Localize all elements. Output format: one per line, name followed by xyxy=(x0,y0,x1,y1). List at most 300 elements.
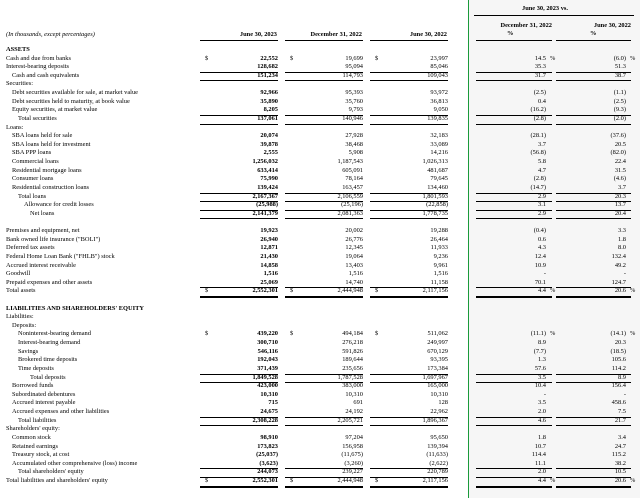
amount-cell: 137,061 xyxy=(257,114,278,122)
row-label: Total deposits xyxy=(30,373,66,381)
amount-cell: 139,424 xyxy=(257,183,278,191)
amount-cell: 36,813 xyxy=(430,97,448,105)
amount-cell: (25,037) xyxy=(256,451,278,459)
amount-cell: 1,787,528 xyxy=(337,373,363,381)
amount-cell: (2,622) xyxy=(429,459,448,467)
change-cell: 3.4 xyxy=(618,433,626,441)
dollar-sign: $ xyxy=(375,54,379,62)
amount-cell: (11,675) xyxy=(341,451,363,459)
amount-cell: 114,793 xyxy=(342,71,363,79)
amount-cell: 235,656 xyxy=(342,364,363,372)
change-cell: 8.9 xyxy=(618,373,626,381)
amount-cell: 1,801,593 xyxy=(422,192,448,200)
change-cell: 10.7 xyxy=(534,442,546,450)
col-header-june-2022: June 30, 2022 xyxy=(409,31,447,38)
amount-cell: 93,395 xyxy=(430,356,448,364)
double-rule xyxy=(200,487,278,488)
amount-cell: 22,962 xyxy=(430,408,448,416)
subtotal-rule xyxy=(476,124,552,125)
change-cell: (6.0) xyxy=(613,54,626,62)
row-label: Loans: xyxy=(6,123,24,131)
change-cell: 20.5 xyxy=(614,140,626,148)
percent-sign: % xyxy=(630,54,636,62)
row-label: Treasury stock, at cost xyxy=(12,451,70,459)
chg-unit-june-2022: % xyxy=(590,30,597,37)
chg-unit-dec-2022: % xyxy=(507,30,514,37)
amount-cell: 22,552 xyxy=(260,54,278,62)
row-label: Commercial loans xyxy=(12,158,59,166)
change-cell: 8.0 xyxy=(618,244,626,252)
change-cell: (14.1) xyxy=(610,330,626,338)
change-cell: 49.2 xyxy=(614,261,626,269)
col-header-dec-2022: December 31, 2022 xyxy=(310,31,362,38)
amount-cell: 633,414 xyxy=(257,166,278,174)
amount-cell: 220,789 xyxy=(427,468,448,476)
row-label: Savings xyxy=(18,347,39,355)
row-label: SBA PPP loans xyxy=(12,149,52,157)
change-cell: 7.5 xyxy=(618,408,626,416)
amount-cell: 165,000 xyxy=(427,382,448,390)
change-cell: 10.4 xyxy=(534,382,546,390)
double-rule xyxy=(556,487,631,488)
double-rule xyxy=(556,297,631,298)
change-cell: 13.7 xyxy=(614,201,626,209)
change-cell: 4.6 xyxy=(538,416,546,424)
change-cell: 12.4 xyxy=(534,252,546,260)
row-label: Liabilities: xyxy=(6,313,34,321)
change-cell: 3.1 xyxy=(538,201,546,209)
amount-cell: 19,699 xyxy=(345,54,363,62)
change-cell: 2.9 xyxy=(538,209,546,217)
amount-cell: 2,444,948 xyxy=(337,287,363,295)
row-label: Accrued interest receivable xyxy=(6,261,76,269)
change-cell: 458.6 xyxy=(611,399,626,407)
change-cell: 35.3 xyxy=(534,63,546,71)
row-label: Total liabilities and shareholders' equity xyxy=(6,477,108,484)
row-label: ASSETS xyxy=(6,46,30,53)
change-cell: 4.4 xyxy=(538,287,546,295)
change-cell: 2.9 xyxy=(538,192,546,200)
group-title-rule xyxy=(474,15,634,16)
amount-cell: 1,778,735 xyxy=(422,209,448,217)
amount-cell: 9,050 xyxy=(433,106,448,114)
row-label: Residential mortgage loans xyxy=(12,166,82,174)
double-rule xyxy=(285,487,363,488)
amount-cell: 25,069 xyxy=(260,278,278,286)
row-label: Total shareholders' equity xyxy=(18,468,84,476)
row-label: Brokered time deposits xyxy=(18,356,78,364)
header-rule xyxy=(370,40,448,41)
change-cell: 3.7 xyxy=(618,183,626,191)
row-label: Equity securities, at market value xyxy=(12,106,98,114)
change-cell: 4.7 xyxy=(538,166,546,174)
amount-cell: 32,183 xyxy=(430,132,448,140)
dollar-sign: $ xyxy=(205,477,209,484)
subtotal-rule xyxy=(285,218,363,219)
change-cell: (4.6) xyxy=(613,175,626,183)
amount-cell: 1,896,367 xyxy=(422,416,448,424)
amount-cell: 12,345 xyxy=(345,244,363,252)
percent-sign: % xyxy=(550,287,556,295)
amount-cell: 128,682 xyxy=(257,63,278,71)
row-label: Deferred tax assets xyxy=(6,244,55,252)
amount-cell: 2,081,363 xyxy=(337,209,363,217)
amount-cell: 85,046 xyxy=(430,63,448,71)
amount-cell: 173,384 xyxy=(427,364,448,372)
row-label: Interest-bearing demand xyxy=(18,339,81,347)
amount-cell: 1,187,543 xyxy=(337,158,363,166)
change-cell: 0.6 xyxy=(538,235,546,243)
amount-cell: 691 xyxy=(353,399,363,407)
subtotal-rule xyxy=(476,80,552,81)
row-label: Debt securities available for sale, at market value xyxy=(12,89,138,97)
amount-cell: 95,094 xyxy=(345,63,363,71)
amount-cell: 715 xyxy=(268,399,278,407)
change-cell: 114.2 xyxy=(611,364,626,372)
double-rule xyxy=(370,487,448,488)
double-rule xyxy=(200,297,278,298)
double-rule xyxy=(476,487,552,488)
amount-cell: 481,687 xyxy=(427,166,448,174)
change-cell: 1.8 xyxy=(618,235,626,243)
double-rule xyxy=(370,297,448,298)
amount-cell: 189,644 xyxy=(342,356,363,364)
amount-cell: 546,116 xyxy=(257,347,278,355)
amount-cell: 173,823 xyxy=(257,442,278,450)
change-cell: 38.7 xyxy=(614,71,626,79)
row-label: Retained earnings xyxy=(12,442,58,450)
row-label: Residential construction loans xyxy=(12,183,90,191)
subtotal-rule xyxy=(476,218,552,219)
amount-cell: 423,000 xyxy=(257,382,278,390)
change-cell: 132.4 xyxy=(611,252,626,260)
amount-cell: 2,167,367 xyxy=(252,192,278,200)
change-cell: (2.8) xyxy=(533,175,546,183)
amount-cell: 24,675 xyxy=(260,408,278,416)
double-rule xyxy=(285,297,363,298)
amount-cell: 1,849,528 xyxy=(252,373,278,381)
amount-cell: 20,074 xyxy=(260,132,278,140)
amount-cell: 239,227 xyxy=(342,468,363,476)
change-cell: 20.6 xyxy=(614,287,626,295)
change-cell: 1.8 xyxy=(538,433,546,441)
amount-cell: (25,988) xyxy=(256,201,278,209)
amount-cell: 23,997 xyxy=(430,54,448,62)
change-cell: 114.4 xyxy=(531,451,546,459)
comparison-group-title: June 30, 2023 vs. xyxy=(522,5,568,12)
amount-cell: 19,288 xyxy=(430,227,448,235)
change-cell: (37.6) xyxy=(610,132,626,140)
amount-cell: (25,196) xyxy=(341,201,363,209)
change-cell: (2.5) xyxy=(533,89,546,97)
dollar-sign: $ xyxy=(375,287,379,295)
change-cell: 4.4 xyxy=(538,477,546,484)
amount-cell: 13,403 xyxy=(345,261,363,269)
change-cell: 70.1 xyxy=(534,278,546,286)
subtotal-rule xyxy=(370,218,448,219)
change-cell: 20.3 xyxy=(614,339,626,347)
dollar-sign: $ xyxy=(375,477,379,484)
header-rule xyxy=(556,40,631,41)
amount-cell: 14,740 xyxy=(345,278,363,286)
change-cell: 5.8 xyxy=(538,158,546,166)
amount-cell: 244,073 xyxy=(257,468,278,476)
amount-cell: 11,933 xyxy=(430,244,448,252)
amount-cell: 19,064 xyxy=(345,252,363,260)
amount-cell: 20,002 xyxy=(345,227,363,235)
units-note: (In thousands, except percentages) xyxy=(6,31,95,38)
row-label: Accrued expenses and other liabilities xyxy=(12,408,110,416)
header-rule xyxy=(200,40,278,41)
amount-cell: 8,205 xyxy=(263,106,278,114)
row-label: SBA loans held for sale xyxy=(12,132,73,140)
dollar-sign: $ xyxy=(205,54,209,62)
amount-cell: 109,043 xyxy=(427,71,448,79)
amount-cell: 605,091 xyxy=(342,166,363,174)
percent-sign: % xyxy=(630,330,636,338)
row-label: Securities: xyxy=(6,80,33,88)
change-cell: 2.0 xyxy=(538,468,546,476)
subtotal-rule xyxy=(200,425,278,426)
dollar-sign: $ xyxy=(290,54,294,62)
amount-cell: 10,310 xyxy=(260,390,278,398)
row-label: Cash and due from banks xyxy=(6,54,71,62)
amount-cell: 95,650 xyxy=(430,433,448,441)
row-label: Borrowed funds xyxy=(12,382,54,390)
change-cell: (7.7) xyxy=(533,347,546,355)
change-cell: (56.8) xyxy=(530,149,546,157)
row-label: Noninterest-bearing demand xyxy=(18,330,91,338)
amount-cell: 9,793 xyxy=(348,106,363,114)
subtotal-rule xyxy=(556,425,631,426)
change-cell: 10.9 xyxy=(534,261,546,269)
amount-cell: 11,158 xyxy=(430,278,448,286)
amount-cell: 2,106,559 xyxy=(337,192,363,200)
change-cell: 3.5 xyxy=(538,399,546,407)
chg-header-june-2022: June 30, 2022 xyxy=(593,22,631,29)
row-label: Subordinated debentures xyxy=(12,390,76,398)
amount-cell: 19,923 xyxy=(260,227,278,235)
subtotal-rule xyxy=(370,425,448,426)
change-cell: (82.0) xyxy=(610,149,626,157)
row-label: Prepaid expenses and other assets xyxy=(6,278,93,286)
change-cell: 115.2 xyxy=(611,451,626,459)
row-label: Debt securities held to maturity, at book value xyxy=(12,97,130,105)
row-label: Cash and cash equivalents xyxy=(12,71,80,79)
dollar-sign: $ xyxy=(290,330,294,338)
subtotal-rule xyxy=(200,124,278,125)
amount-cell: 1,697,967 xyxy=(422,373,448,381)
amount-cell: 97,204 xyxy=(345,433,363,441)
header-rule xyxy=(285,40,363,41)
row-label: Accrued interest payable xyxy=(12,399,76,407)
amount-cell: 38,468 xyxy=(345,140,363,148)
row-label: Allowance for credit losses xyxy=(24,201,94,209)
subtotal-rule xyxy=(556,124,631,125)
change-cell: 4.3 xyxy=(538,244,546,252)
subtotal-rule xyxy=(200,218,278,219)
amount-cell: 95,393 xyxy=(345,89,363,97)
amount-cell: (3,260) xyxy=(344,459,363,467)
row-label: Goodwill xyxy=(6,270,31,278)
amount-cell: 35,760 xyxy=(345,97,363,105)
amount-cell: 151,234 xyxy=(257,71,278,79)
change-cell: 38.2 xyxy=(614,459,626,467)
amount-cell: 14,216 xyxy=(430,149,448,157)
amount-cell: 9,961 xyxy=(433,261,448,269)
change-cell: 11.1 xyxy=(535,459,546,467)
change-cell: (16.2) xyxy=(530,106,546,114)
amount-cell: 2,444,948 xyxy=(337,477,363,484)
amount-cell: 1,026,313 xyxy=(422,158,448,166)
amount-cell: 140,946 xyxy=(342,114,363,122)
amount-cell: 128 xyxy=(438,399,448,407)
row-label: Shareholders' equity: xyxy=(6,425,60,433)
change-cell: 20.4 xyxy=(614,209,626,217)
amount-cell: 276,218 xyxy=(342,339,363,347)
amount-cell: 10,310 xyxy=(430,390,448,398)
subtotal-rule xyxy=(285,425,363,426)
amount-cell: 156,958 xyxy=(342,442,363,450)
amount-cell: 1,256,032 xyxy=(252,158,278,166)
amount-cell: 1,516 xyxy=(433,270,448,278)
amount-cell: 139,835 xyxy=(427,114,448,122)
subtotal-rule xyxy=(476,425,552,426)
amount-cell: 494,184 xyxy=(342,330,363,338)
dollar-sign: $ xyxy=(205,330,209,338)
amount-cell: 1,516 xyxy=(348,270,363,278)
dollar-sign: $ xyxy=(290,477,294,484)
amount-cell: 26,464 xyxy=(430,235,448,243)
row-label: Total loans xyxy=(18,192,47,200)
amount-cell: 26,940 xyxy=(260,235,278,243)
amount-cell: 2,117,156 xyxy=(422,477,448,484)
amount-cell: 78,164 xyxy=(345,175,363,183)
amount-cell: 163,457 xyxy=(342,183,363,191)
change-cell: 1.3 xyxy=(538,356,546,364)
percent-sign: % xyxy=(630,287,636,295)
percent-sign: % xyxy=(550,54,556,62)
amount-cell: 300,710 xyxy=(257,339,278,347)
change-cell: 156.4 xyxy=(611,382,626,390)
change-cell: 14.5 xyxy=(534,54,546,62)
amount-cell: 2,552,301 xyxy=(252,287,278,295)
amount-cell: 24,192 xyxy=(345,408,363,416)
amount-cell: 79,645 xyxy=(430,175,448,183)
amount-cell: 511,062 xyxy=(427,330,448,338)
dollar-sign: $ xyxy=(205,287,209,295)
subtotal-rule xyxy=(285,124,363,125)
amount-cell: 192,043 xyxy=(257,356,278,364)
row-label: Consumer loans xyxy=(12,175,54,183)
percent-sign: % xyxy=(550,477,556,484)
change-cell: 10.5 xyxy=(614,468,626,476)
subtotal-rule xyxy=(285,80,363,81)
change-cell: 51.3 xyxy=(614,63,626,71)
row-label: SBA loans held for investment xyxy=(12,140,91,148)
change-cell: - xyxy=(543,270,546,278)
change-cell: 105.6 xyxy=(611,356,626,364)
change-cell: 2.0 xyxy=(538,408,546,416)
change-cell: 3.7 xyxy=(538,140,546,148)
subtotal-rule xyxy=(370,124,448,125)
amount-cell: 139,394 xyxy=(427,442,448,450)
row-label: Bank owned life insurance ("BOLI") xyxy=(6,235,101,243)
row-label: Time deposits xyxy=(18,364,54,372)
amount-cell: 5,908 xyxy=(348,149,363,157)
change-cell: (1.1) xyxy=(613,89,626,97)
subtotal-rule xyxy=(556,80,631,81)
change-cell: 20.3 xyxy=(614,192,626,200)
change-cell: 31.5 xyxy=(614,166,626,174)
row-label: Common stock xyxy=(12,433,51,441)
amount-cell: 1,516 xyxy=(263,270,278,278)
row-label: Premises and equipment, net xyxy=(6,227,80,235)
change-cell: 24.7 xyxy=(614,442,626,450)
change-cell: 124.7 xyxy=(611,278,626,286)
amount-cell: 92,966 xyxy=(260,89,278,97)
amount-cell: 371,439 xyxy=(257,364,278,372)
amount-cell: 2,555 xyxy=(263,149,278,157)
change-cell: 8.9 xyxy=(538,339,546,347)
percent-sign: % xyxy=(630,477,636,484)
change-cell: (11.1) xyxy=(530,330,546,338)
change-cell: (14.7) xyxy=(530,183,546,191)
change-cell: (18.5) xyxy=(610,347,626,355)
change-cell: 20.6 xyxy=(614,477,626,484)
change-cell: 57.6 xyxy=(534,364,546,372)
change-cell: (9.3) xyxy=(613,106,626,114)
row-label: Deposits: xyxy=(12,321,37,329)
change-cell: 3.3 xyxy=(618,227,626,235)
double-rule xyxy=(476,297,552,298)
amount-cell: 249,997 xyxy=(427,339,448,347)
row-label: Net loans xyxy=(30,209,55,217)
amount-cell: 2,308,228 xyxy=(252,416,278,424)
amount-cell: 98,910 xyxy=(260,433,278,441)
amount-cell: 134,460 xyxy=(427,183,448,191)
amount-cell: 75,990 xyxy=(260,175,278,183)
amount-cell: 39,878 xyxy=(260,140,278,148)
dollar-sign: $ xyxy=(375,330,379,338)
subtotal-rule xyxy=(556,218,631,219)
change-cell: 22.4 xyxy=(614,158,626,166)
amount-cell: 670,129 xyxy=(427,347,448,355)
percent-sign: % xyxy=(550,330,556,338)
row-label: Accumulated other comprehensive (loss) income xyxy=(12,459,138,467)
dollar-sign: $ xyxy=(290,287,294,295)
row-label: Total liabilities xyxy=(18,416,57,424)
change-cell: 21.7 xyxy=(614,416,626,424)
change-cell: (0.4) xyxy=(533,227,546,235)
row-label: LIABILITIES AND SHAREHOLDERS' EQUITY xyxy=(6,304,144,312)
header-rule xyxy=(476,40,552,41)
subtotal-rule xyxy=(200,80,278,81)
change-cell: 31.7 xyxy=(534,71,546,79)
row-label: Total securities xyxy=(18,114,57,122)
col-header-june-2023: June 30, 2023 xyxy=(239,31,277,38)
chg-header-dec-2022: December 31, 2022 xyxy=(500,22,552,29)
change-cell: (2.5) xyxy=(613,97,626,105)
change-cell: - xyxy=(543,390,546,398)
amount-cell: (3,623) xyxy=(259,459,278,467)
amount-cell: 439,220 xyxy=(257,330,278,338)
amount-cell: 383,000 xyxy=(342,382,363,390)
amount-cell: 21,430 xyxy=(260,252,278,260)
row-label: Federal Home Loan Bank ("FHLB") stock xyxy=(6,252,115,260)
amount-cell: 9,236 xyxy=(433,252,448,260)
amount-cell: 2,141,379 xyxy=(252,209,278,217)
